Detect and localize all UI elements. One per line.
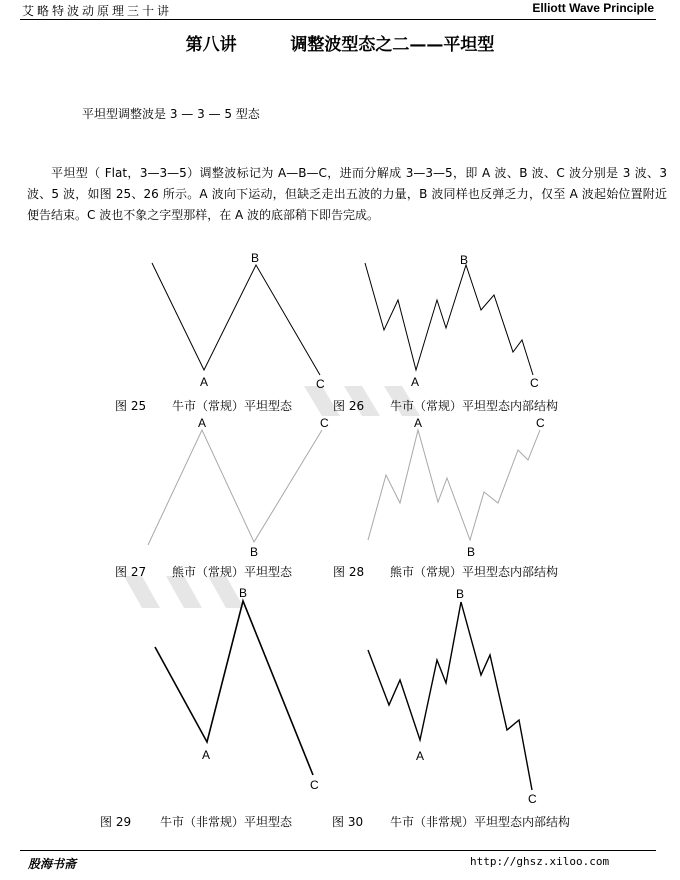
footer-site-name: 股海书斋 xyxy=(28,857,77,871)
fig30-label-c: C xyxy=(528,792,537,806)
fig25-caption-text: 牛市（常规）平坦型态 xyxy=(172,399,293,413)
lecture-topic: 调整波型态之二——平坦型 xyxy=(290,35,495,55)
body-paragraph: 平坦型（ Flat，3—3—5）调整波标记为 A—B—C，进而分解成 3—3—5，即 A 波、B 波、C 波分别是 3 波、3 波、5 波，如图 25、26 所示。A 波向下运动，但缺乏走出五波的力量，B 波同样也反弹乏力，仅至 A 波起始位置附近便告结束。C 波也不象之字型那样，在 A 波的底部稍下即告完成。 xyxy=(27,166,667,222)
fig29-wave xyxy=(155,601,313,775)
fig25-label-b: B xyxy=(251,251,260,265)
footer-url[interactable]: http://ghsz.xiloo.com xyxy=(470,855,610,868)
fig30-wave xyxy=(368,602,532,790)
fig27-label-b: B xyxy=(250,545,259,559)
fig28-caption-number: 图 28 xyxy=(333,565,365,579)
fig30-caption-number: 图 30 xyxy=(332,815,364,829)
fig26-caption-text: 牛市（常规）平坦型态内部结构 xyxy=(390,399,559,413)
fig29-label-c: C xyxy=(310,778,319,792)
fig29-label-b: B xyxy=(239,586,248,600)
fig29-label-a: A xyxy=(202,748,211,762)
header-english-title: Elliott Wave Principle xyxy=(532,1,654,15)
fig25-wave xyxy=(152,263,320,375)
fig30-label-a: A xyxy=(416,749,425,763)
fig28-wave xyxy=(368,430,540,540)
fig27-label-a: A xyxy=(198,416,207,430)
fig25-caption-number: 图 25 xyxy=(115,399,147,413)
fig26-caption-number: 图 26 xyxy=(333,399,365,413)
footer-rule xyxy=(20,850,656,851)
fig26-label-c: C xyxy=(530,376,539,390)
fig25-label-c: C xyxy=(316,377,325,391)
fig29-caption-number: 图 29 xyxy=(100,815,132,829)
subtitle: 平坦型调整波是 3 — 3 — 5 型态 xyxy=(82,107,260,121)
fig30-caption-text: 牛市（非常规）平坦型态内部结构 xyxy=(390,815,571,829)
fig28-caption-text: 熊市（常规）平坦型态内部结构 xyxy=(390,565,559,579)
fig27-wave xyxy=(148,430,322,545)
fig28-label-a: A xyxy=(414,416,423,430)
fig25-label-a: A xyxy=(200,375,209,389)
header-book-title: 艾略特波动原理三十讲 xyxy=(22,4,173,18)
fig28-label-c: C xyxy=(536,416,545,430)
fig27-caption-number: 图 27 xyxy=(115,565,147,579)
fig26-wave xyxy=(365,263,533,375)
lecture-number: 第八讲 xyxy=(185,35,237,55)
fig26-label-a: A xyxy=(411,375,420,389)
fig30-label-b: B xyxy=(456,587,465,601)
fig26-label-b: B xyxy=(460,253,469,267)
fig29-caption-text: 牛市（非常规）平坦型态 xyxy=(160,815,293,829)
fig27-label-c: C xyxy=(320,416,329,430)
fig27-caption-text: 熊市（常规）平坦型态 xyxy=(172,565,293,579)
fig28-label-b: B xyxy=(467,545,476,559)
